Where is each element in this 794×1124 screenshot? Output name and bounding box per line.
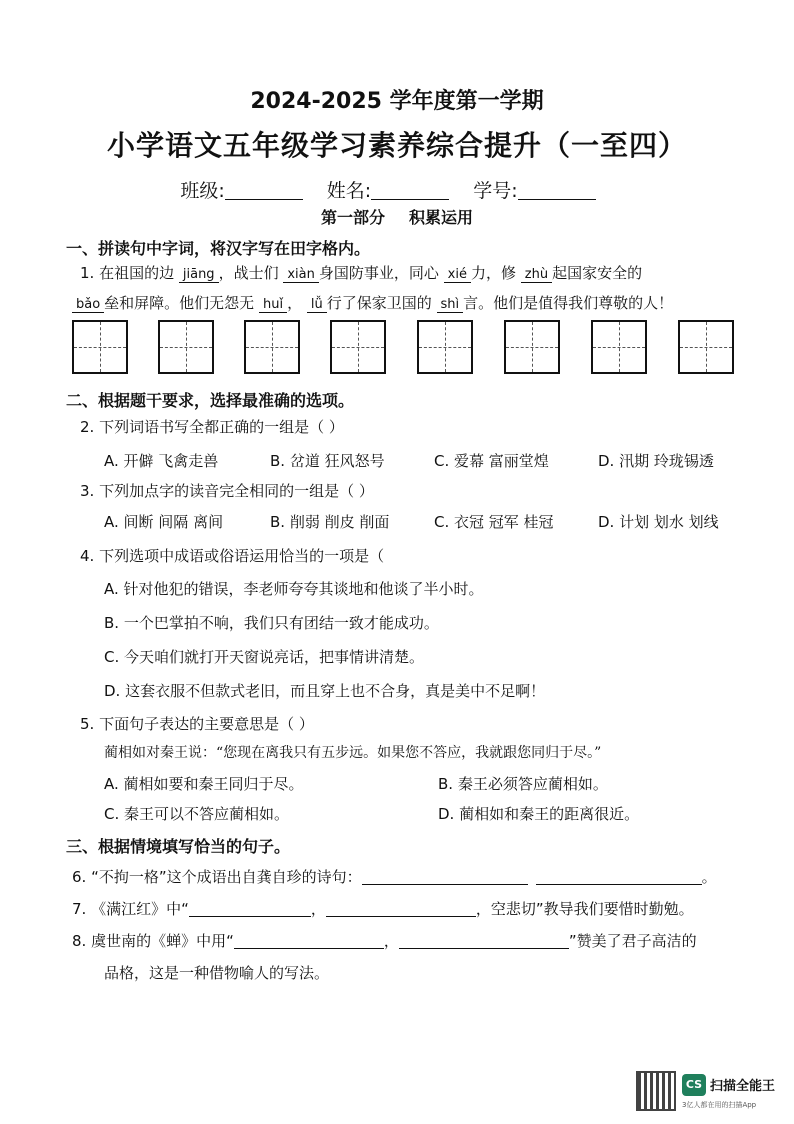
q8-blank-1[interactable] (234, 932, 384, 949)
q1-text: 身国防事业，同心 (318, 264, 439, 282)
pinyin-3: xié (444, 267, 471, 283)
tianzige-box-7[interactable] (591, 320, 647, 374)
section1-heading: 一、拼读句中字词，将汉字写在田字格内。 (66, 239, 371, 258)
q1-line1 (80, 262, 642, 283)
section2-heading: 二、根据题干要求，选择最准确的选项。 (66, 391, 355, 410)
q1-text: 垒和屏障。他们无怨无 (104, 294, 255, 312)
q4-option-a[interactable]: A. 针对他犯的错误，李老师夸夸其谈地和他谈了半小时。 (104, 580, 484, 598)
q6-blank-1[interactable] (362, 868, 528, 885)
q8-line2: 品格，这是一种借物喻人的写法。 (104, 964, 330, 982)
pinyin-6: huǐ (259, 297, 287, 313)
q7-blank-2[interactable] (326, 900, 476, 917)
pinyin-1: jiāng (179, 267, 219, 283)
q5-quote: 蔺相如对秦王说：“您现在离我只有五步远。如果您不答应，我就跟您同归于尽。” (104, 745, 602, 761)
q2-option-c[interactable]: C. 爱幕 富丽堂煌 (434, 452, 549, 470)
tianzige-box-4[interactable] (330, 320, 386, 374)
section3-heading: 三、根据情境填写恰当的句子。 (66, 837, 291, 856)
q1-text: 言。他们是值得我们尊敬的人！ (463, 294, 674, 312)
q2-option-a[interactable]: A. 开僻 飞禽走兽 (104, 452, 219, 470)
q3-option-c[interactable]: C. 衣冠 冠军 桂冠 (434, 513, 554, 531)
student-info-row (0, 176, 794, 203)
q4-option-d[interactable]: D. 这套衣服不但款式老旧，而且穿上也不合身，真是美中不足啊！ (104, 682, 546, 700)
q3-option-b[interactable]: B. 削弱 削皮 削面 (270, 513, 390, 531)
q7-line (72, 898, 694, 919)
pinyin-4: zhù (521, 267, 552, 283)
q2-stem: 2. 下列词语书写全都正确的一组是（ ） (80, 418, 344, 436)
q5-option-c[interactable]: C. 秦王可以不答应蔺相如。 (104, 805, 290, 823)
q1-text: 起国家安全的 (552, 264, 643, 282)
pinyin-8: shì (437, 297, 464, 313)
q1-text: 力，修 (470, 264, 516, 282)
name-blank[interactable] (371, 181, 449, 200)
q5-option-d[interactable]: D. 蔺相如和秦王的距离很近。 (438, 805, 640, 823)
qr-code-icon (636, 1071, 676, 1111)
tianzige-box-1[interactable] (72, 320, 128, 374)
tianzige-box-5[interactable] (417, 320, 473, 374)
q5-stem: 5. 下面句子表达的主要意思是（ ） (80, 715, 314, 733)
tianzige-box-6[interactable] (504, 320, 560, 374)
camscanner-slogan: 3亿人都在用的扫描App (682, 1101, 757, 1109)
exam-main-title: 小学语文五年级学习素养综合提升（一至四） (106, 129, 687, 162)
q1-text: ，战士们 (218, 264, 279, 282)
q4-option-c[interactable]: C. 今天咱们就打开天窗说亮话，把事情讲清楚。 (104, 648, 425, 666)
id-blank[interactable] (518, 181, 596, 200)
tianzige-box-2[interactable] (158, 320, 214, 374)
part-heading (0, 205, 794, 228)
q4-stem: 4. 下列选项中成语或俗语运用恰当的一项是（ (80, 547, 385, 565)
q2-option-b[interactable]: B. 岔道 狂风怒号 (270, 452, 385, 470)
q3-stem: 3. 下列加点字的读音完全相同的一组是（ ） (80, 482, 374, 500)
q7-text: 7. 《满江红》中“ (72, 900, 189, 918)
q1-line2 (72, 292, 673, 313)
q3-option-d[interactable]: D. 计划 划水 划线 (598, 513, 719, 531)
class-label: 班级: (180, 180, 225, 202)
q7-text: ，空悲切”教导我们要惜时勤勉。 (475, 900, 694, 918)
q6-end: 。 (701, 868, 717, 886)
pinyin-5: bǎo (72, 297, 104, 313)
q1-text: ， (287, 294, 303, 312)
q6-line (72, 866, 717, 887)
q4-option-b[interactable]: B. 一个巴掌拍不响，我们只有团结一致才能成功。 (104, 614, 439, 632)
q8-text: 8. 虞世南的《蝉》中用“ (72, 932, 234, 950)
class-blank[interactable] (225, 181, 303, 200)
id-label: 学号: (473, 180, 518, 202)
q5-option-a[interactable]: A. 蔺相如要和秦王同归于尽。 (104, 775, 304, 793)
camscanner-name: 扫描全能王 (710, 1079, 776, 1094)
name-label: 姓名: (326, 180, 372, 202)
tianzige-box-8[interactable] (678, 320, 734, 374)
q2-option-d[interactable]: D. 汛期 玲珑锡透 (598, 452, 714, 470)
q5-option-b[interactable]: B. 秦王必须答应蔺相如。 (438, 775, 608, 793)
q6-blank-2[interactable] (536, 868, 702, 885)
q7-blank-1[interactable] (189, 900, 311, 917)
tianzige-box-3[interactable] (244, 320, 300, 374)
pinyin-7: lǚ (307, 297, 327, 313)
pinyin-2: xiàn (283, 267, 319, 283)
q8-text: ”赞美了君子高洁的 (568, 932, 697, 950)
q7-text: ， (310, 900, 326, 918)
q3-option-a[interactable]: A. 间断 间隔 离间 (104, 513, 224, 531)
q8-line (72, 930, 697, 951)
q1-text: 行了保家卫国的 (326, 294, 432, 312)
exam-year-title: 2024-2025 学年度第一学期 (250, 89, 544, 114)
part-label: 第一部分 (320, 208, 385, 227)
q1-text: 1. 在祖国的边 (80, 264, 175, 282)
q8-text: ， (383, 932, 399, 950)
part-subtitle: 积累运用 (409, 208, 474, 227)
q6-text: 6. “不拘一格”这个成语出自龚自珍的诗句： (72, 868, 362, 886)
camscanner-logo-icon: CS (682, 1074, 706, 1096)
q8-blank-2[interactable] (399, 932, 569, 949)
